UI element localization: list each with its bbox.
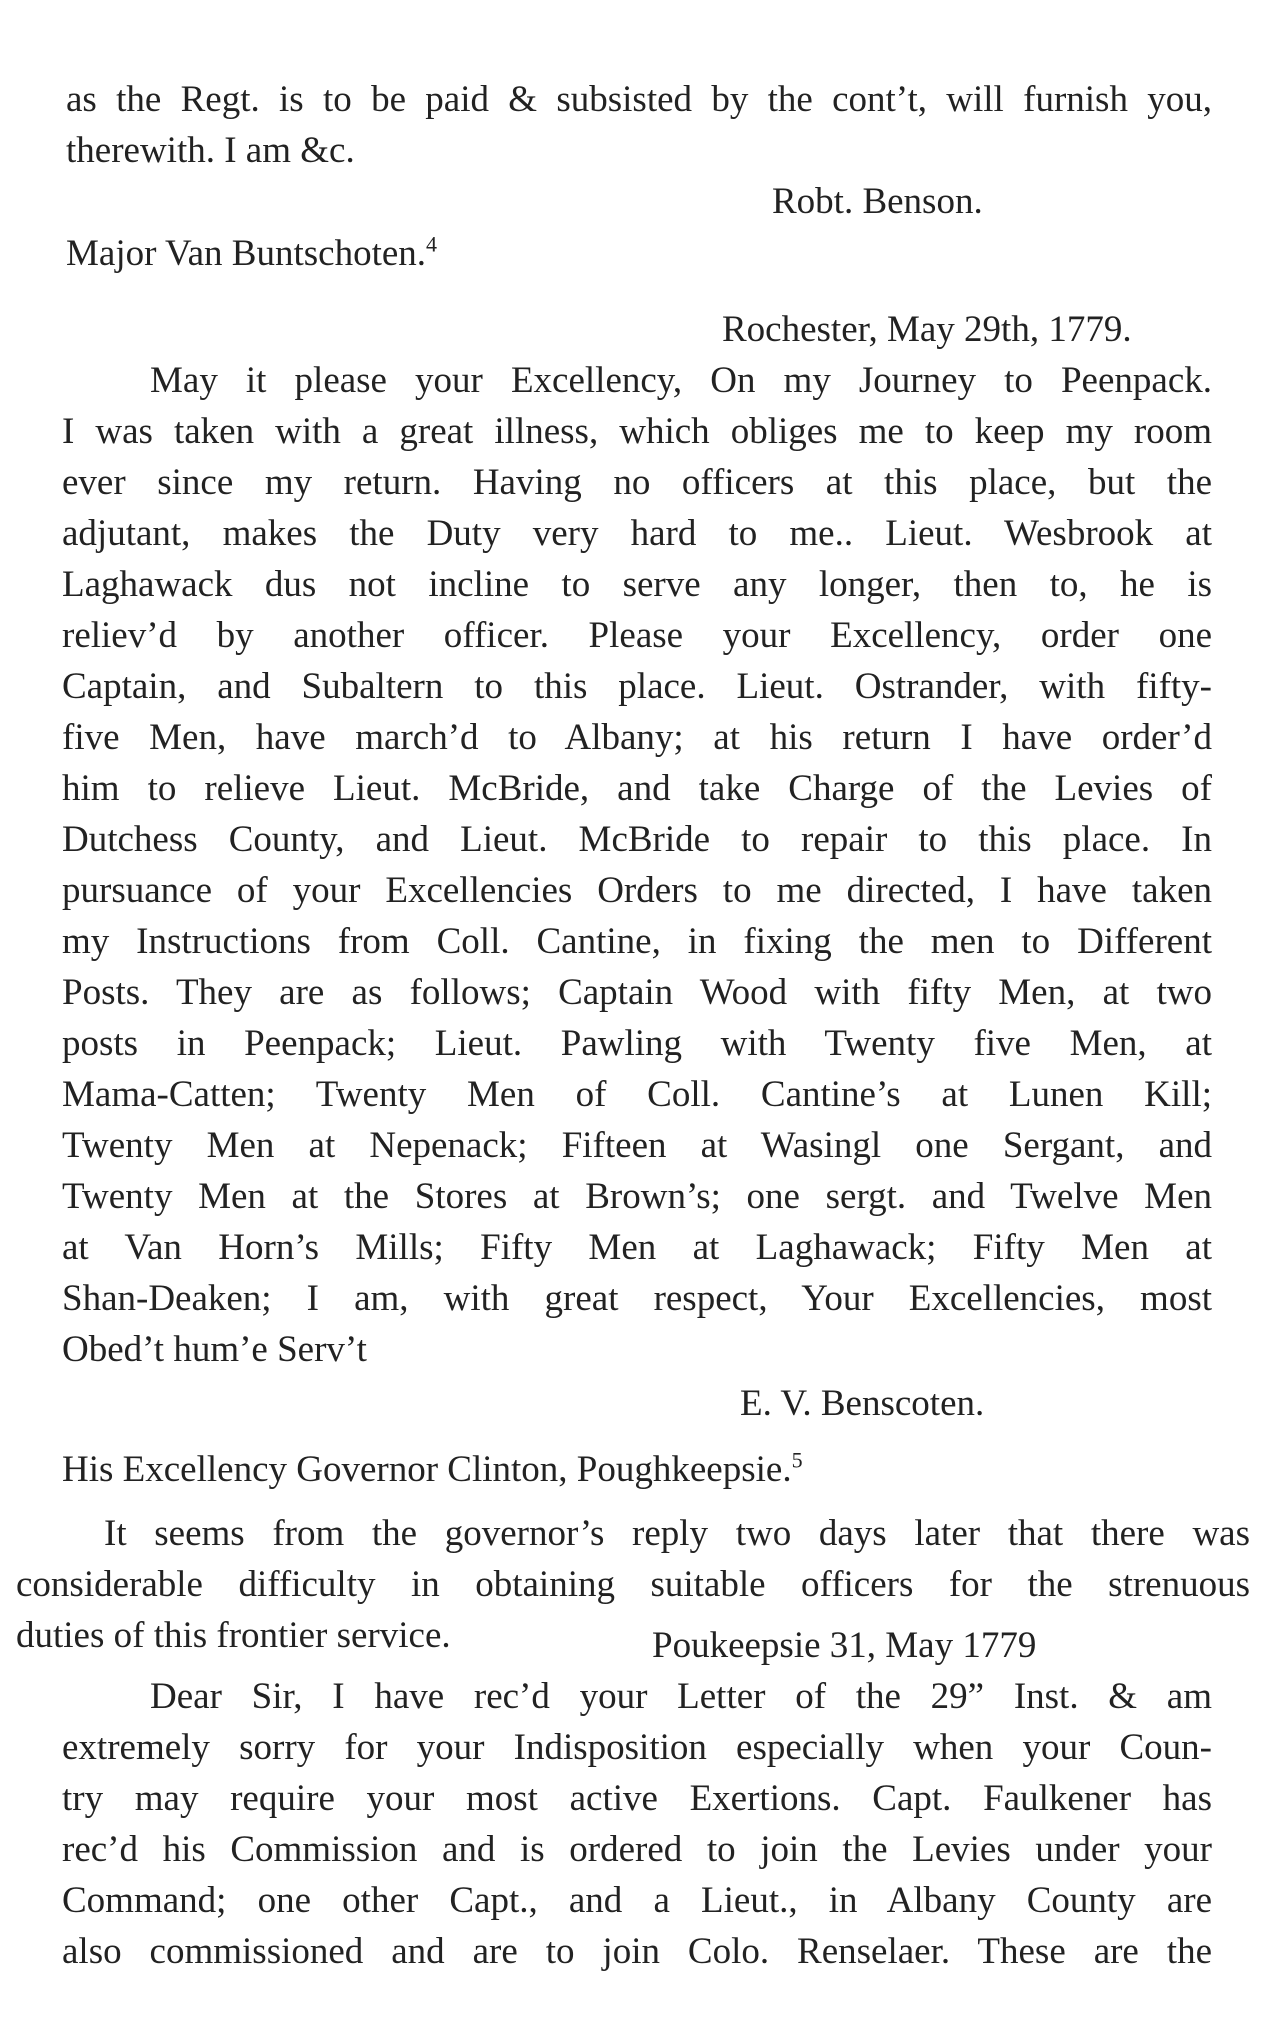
- text-line: adjutant, makes the Duty very hard to me.. Lieut. Wesbrook at: [62, 513, 1212, 554]
- text-line: I was taken with a great illness, which obliges me to keep my room: [62, 411, 1212, 452]
- text-line: rec’d his Commission and is ordered to join the Levies under your: [62, 1829, 1212, 1870]
- text-line: Shan-Deaken; I am, with great respect, Your Excellencies, most: [62, 1278, 1212, 1319]
- letter-3-dateline: Poukeepsie 31, May 1779: [652, 1625, 1037, 1666]
- letter-1-signature: Robt. Benson.: [772, 181, 983, 222]
- footnote-marker: 5: [791, 1447, 803, 1473]
- text-line: It seems from the governor’s reply two days later that there was: [104, 1513, 1250, 1554]
- letter-2-addressee: [62, 1444, 803, 1495]
- text-line: considerable difficulty in obtaining suitable officers for the strenuous: [16, 1564, 1250, 1605]
- text-line: Dear Sir, I have rec’d your Letter of the 29” Inst. & am: [150, 1676, 1212, 1717]
- letter-1-addressee: [66, 228, 437, 279]
- text-line: extremely sorry for your Indisposition especially when your Coun-: [62, 1727, 1212, 1768]
- addressee-text: Major Van Buntschoten.: [66, 233, 427, 274]
- letter-3-body: [62, 1671, 1212, 1977]
- letter-1-body: [66, 74, 1212, 176]
- addressee-text: His Excellency Governor Clinton, Poughkeepsie.: [62, 1449, 792, 1490]
- text-line: try may require your most active Exertions. Capt. Faulkener has: [62, 1778, 1212, 1819]
- text-line: also commissioned and are to join Colo. Renselaer. These are the: [62, 1931, 1212, 1972]
- text-line: Obed’t hum’e Serv’t: [62, 1329, 367, 1370]
- text-line: Twenty Men at the Stores at Brown’s; one sergt. and Twelve Men: [62, 1176, 1212, 1217]
- narrative-paragraph: [16, 1508, 1250, 1661]
- letter-2-body: [62, 355, 1212, 1375]
- text-line: duties of this frontier service.: [16, 1615, 451, 1656]
- text-line: Captain, and Subaltern to this place. Lieut. Ostrander, with fifty-: [62, 666, 1212, 707]
- text-line: Mama-Catten; Twenty Men of Coll. Cantine’s at Lunen Kill;: [62, 1074, 1212, 1115]
- text-line: five Men, have march’d to Albany; at his return I have order’d: [62, 717, 1212, 758]
- text-line: Dutchess County, and Lieut. McBride to repair to this place. In: [62, 819, 1212, 860]
- text-line: reliev’d by another officer. Please your Excellency, order one: [62, 615, 1212, 656]
- text-line: Command; one other Capt., and a Lieut., in Albany County are: [62, 1880, 1212, 1921]
- text-line: Twenty Men at Nepenack; Fifteen at Wasingl one Sergant, and: [62, 1125, 1212, 1166]
- letter-2-dateline: Rochester, May 29th, 1779.: [722, 309, 1132, 350]
- text-line: Laghawack dus not incline to serve any longer, then to, he is: [62, 564, 1212, 605]
- footnote-marker: 4: [426, 231, 438, 257]
- text-line: pursuance of your Excellencies Orders to me directed, I have taken: [62, 870, 1212, 911]
- text-line: May it please your Excellency, On my Journey to Peenpack.: [150, 360, 1212, 401]
- text-line: him to relieve Lieut. McBride, and take Charge of the Levies of: [62, 768, 1212, 809]
- text-line: ever since my return. Having no officers at this place, but the: [62, 462, 1212, 503]
- text-line: my Instructions from Coll. Cantine, in fixing the men to Different: [62, 921, 1212, 962]
- text-line: at Van Horn’s Mills; Fifty Men at Laghawack; Fifty Men at: [62, 1227, 1212, 1268]
- text-line: posts in Peenpack; Lieut. Pawling with Twenty five Men, at: [62, 1023, 1212, 1064]
- text-line: Posts. They are as follows; Captain Wood with fifty Men, at two: [62, 972, 1212, 1013]
- letter-2-signature: E. V. Benscoten.: [740, 1383, 985, 1424]
- text-line: as the Regt. is to be paid & subsisted by the cont’t, will furnish you,: [66, 79, 1212, 120]
- text-line: therewith. I am &c.: [66, 130, 355, 171]
